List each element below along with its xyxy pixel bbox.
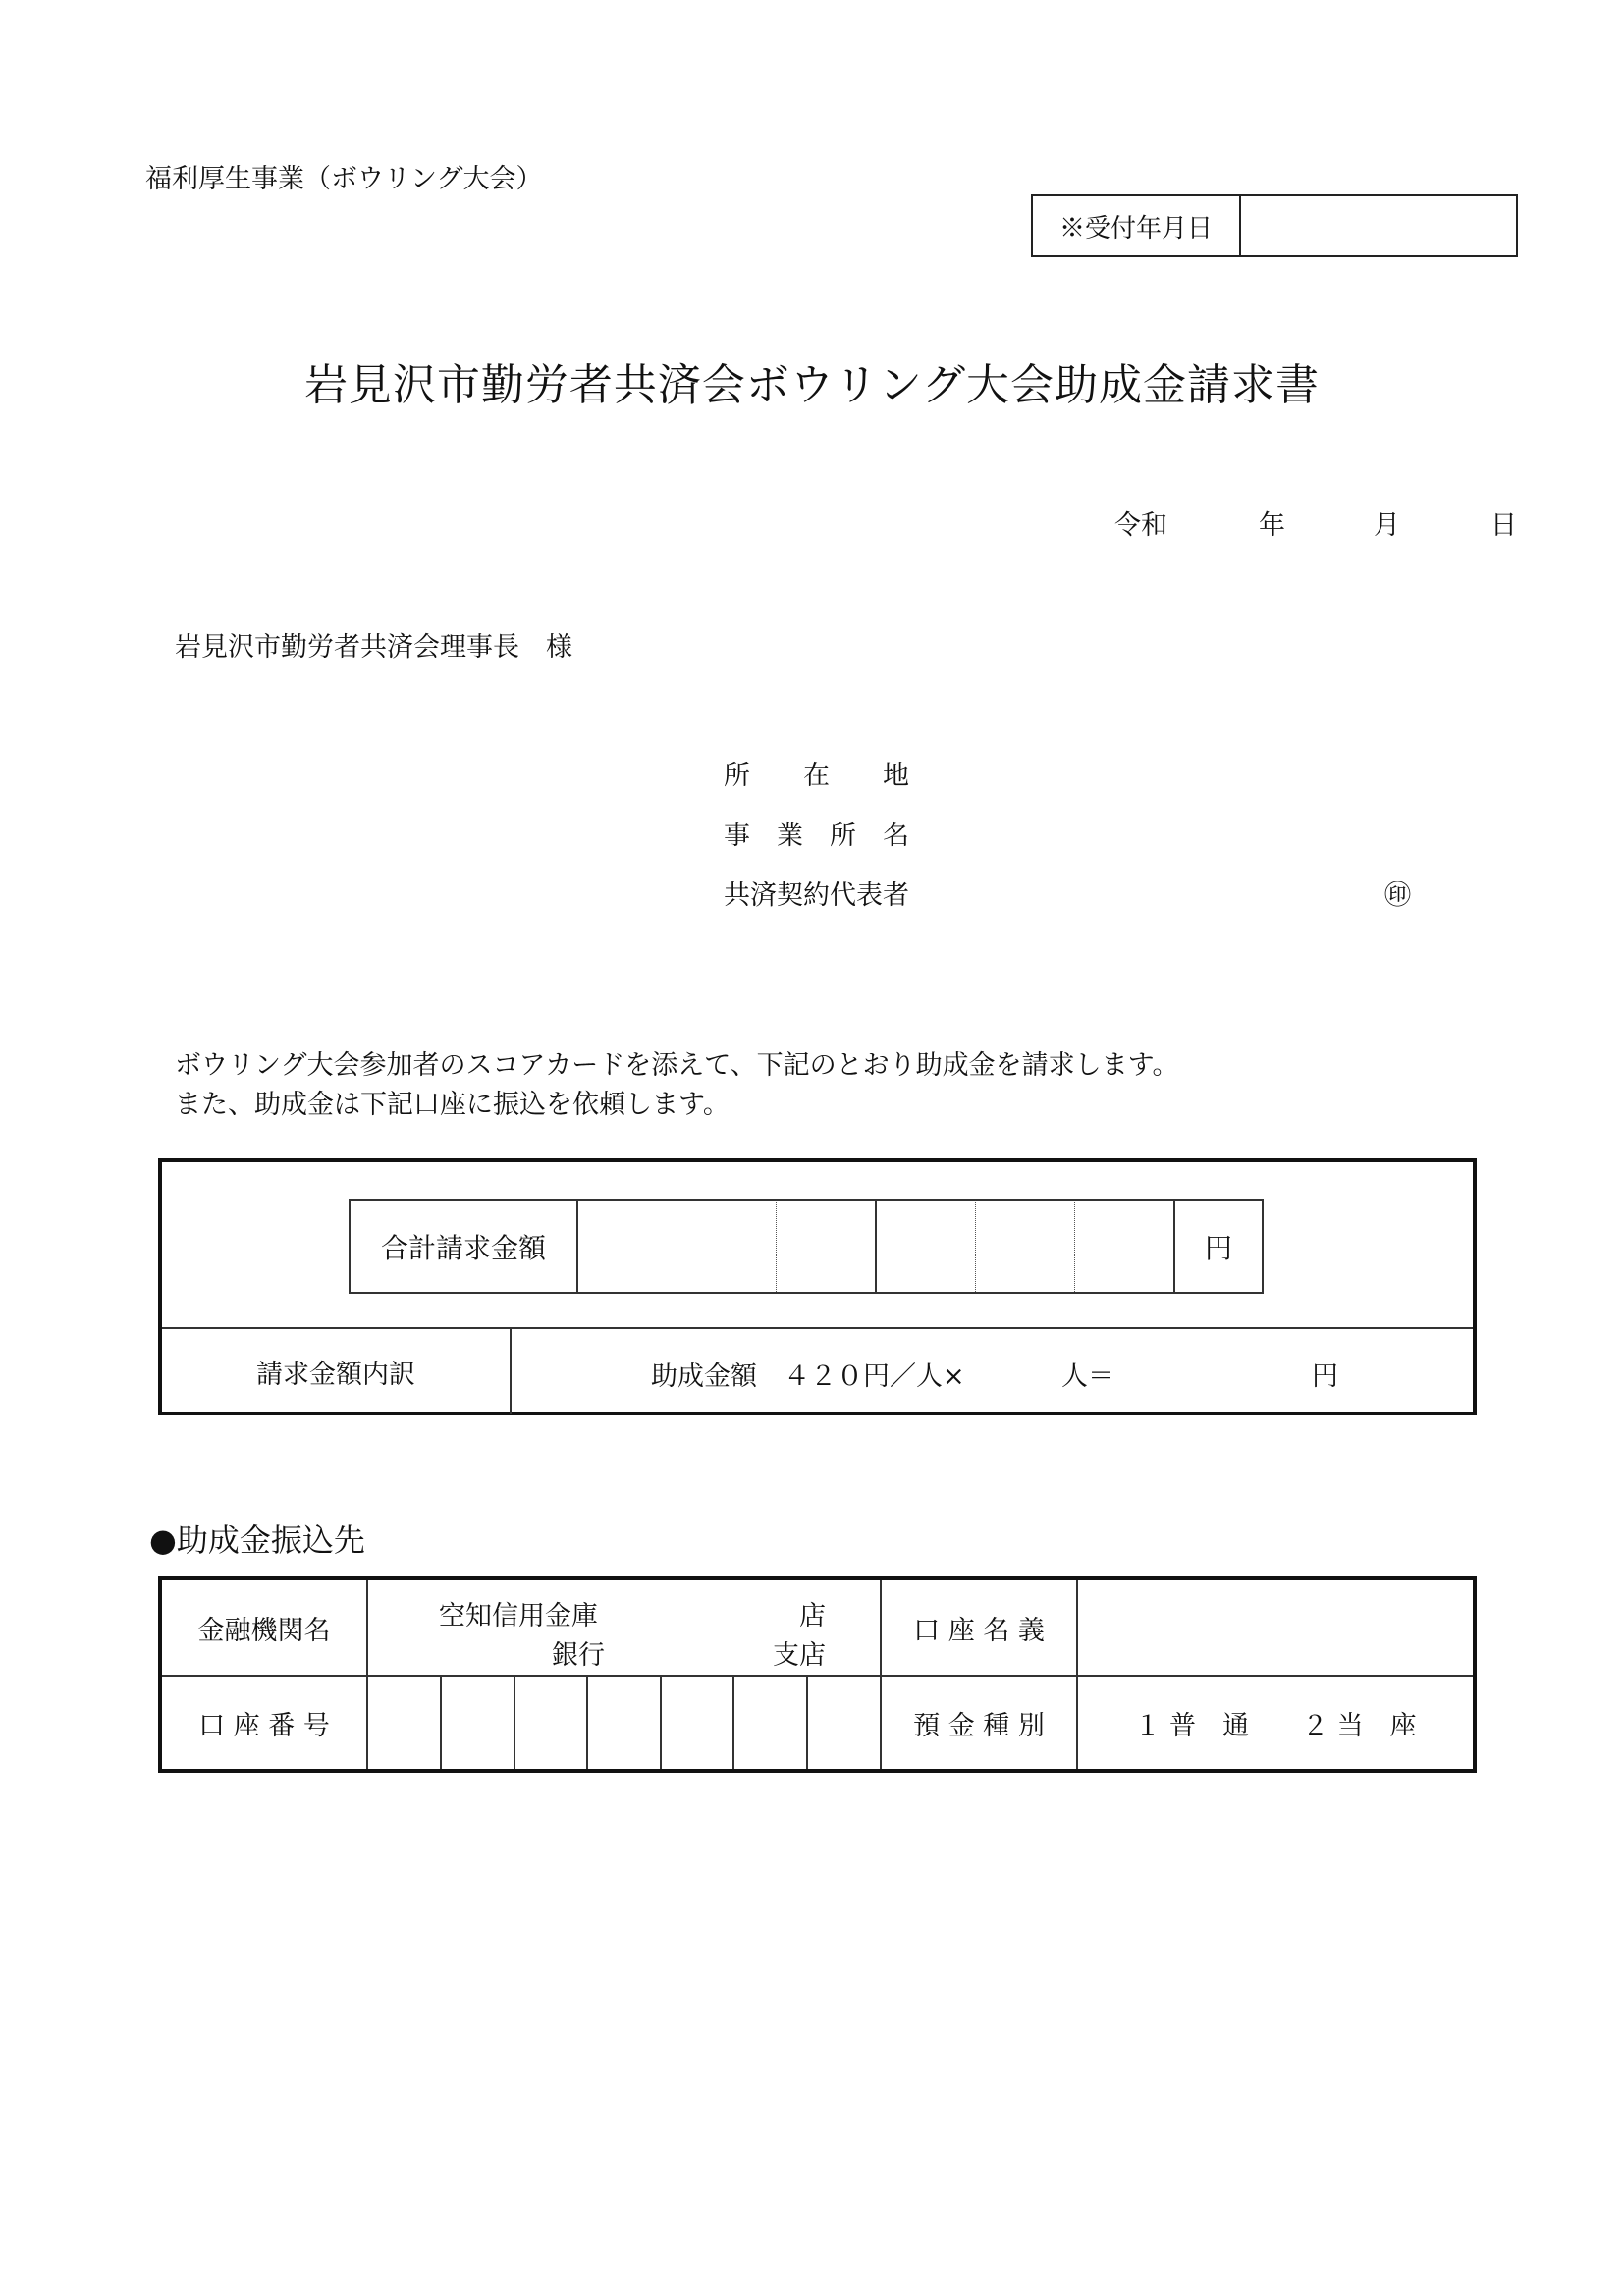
breakdown-persons: 人＝ [1061,1362,1114,1392]
total-amount-row [349,1199,1264,1294]
amount-digit-cell[interactable] [877,1201,976,1292]
branch-suffix-bottom: 支店 [773,1640,826,1671]
date-year: 年 [1259,510,1285,541]
account-type-options: １ 普 通 ２ 当 座 [1134,1710,1417,1741]
total-yen-unit: 円 [1204,1231,1232,1264]
representative-label: 共済契約代表者 [724,881,909,911]
amount-digit-cell[interactable] [1075,1201,1175,1292]
seal-icon: ㊞ [1384,881,1411,911]
holder-label: 口 座 名 義 [913,1615,1045,1646]
breakdown-label: 請求金額内訳 [162,1329,512,1414]
date-era: 令和 [1114,510,1167,541]
category-label: 福利厚生事業（ボウリング大会） [145,164,543,194]
account-number-label: 口 座 番 号 [198,1710,330,1741]
reception-date-label: ※受付年月日 [1033,196,1241,255]
digit-divider [806,1675,808,1769]
office-name-label: 事 業 所 名 [724,821,909,851]
col-divider [366,1580,368,1769]
amount-digit-cell[interactable] [777,1201,877,1292]
date-month: 月 [1374,510,1400,541]
holder-field[interactable] [1078,1580,1473,1675]
bank-table [158,1576,1477,1773]
reception-date-field[interactable] [1241,196,1516,255]
body-line-2: また、助成金は下記口座に振込を依頼します。 [175,1090,730,1120]
digit-divider [586,1675,588,1769]
branch-suffix-top: 店 [799,1601,826,1631]
account-type-label: 預 金 種 別 [913,1710,1045,1741]
institution-label: 金融機関名 [197,1615,331,1646]
breakdown-row [162,1327,1473,1414]
amount-digit-cell[interactable] [677,1201,777,1292]
digit-divider [514,1675,515,1769]
digit-divider [660,1675,662,1769]
reception-date-box [1031,194,1518,257]
bank-name: 空知信用金庫 [439,1601,598,1631]
breakdown-yen: 円 [1312,1362,1338,1392]
bank-section-title: ●助成金振込先 [149,1522,365,1559]
date-day: 日 [1490,510,1517,541]
total-amount-label: 合計請求金額 [351,1201,578,1292]
location-label: 所 在 地 [724,761,909,791]
digit-divider [732,1675,734,1769]
digit-divider [440,1675,442,1769]
breakdown-rate: 助成金額 ４２０円／人× [651,1362,965,1392]
page-title: 岩見沢市勤労者共済会ボウリング大会助成金請求書 [303,360,1321,410]
breakdown-value [512,1329,1473,1414]
body-line-1: ボウリング大会参加者のスコアカードを添えて、下記のとおり助成金を請求します。 [175,1050,1179,1081]
addressee: 岩見沢市勤労者共済会理事長 様 [175,632,572,663]
amount-digit-cell[interactable] [976,1201,1075,1292]
amount-digit-cell[interactable] [578,1201,677,1292]
bank-suffix: 銀行 [552,1640,605,1671]
